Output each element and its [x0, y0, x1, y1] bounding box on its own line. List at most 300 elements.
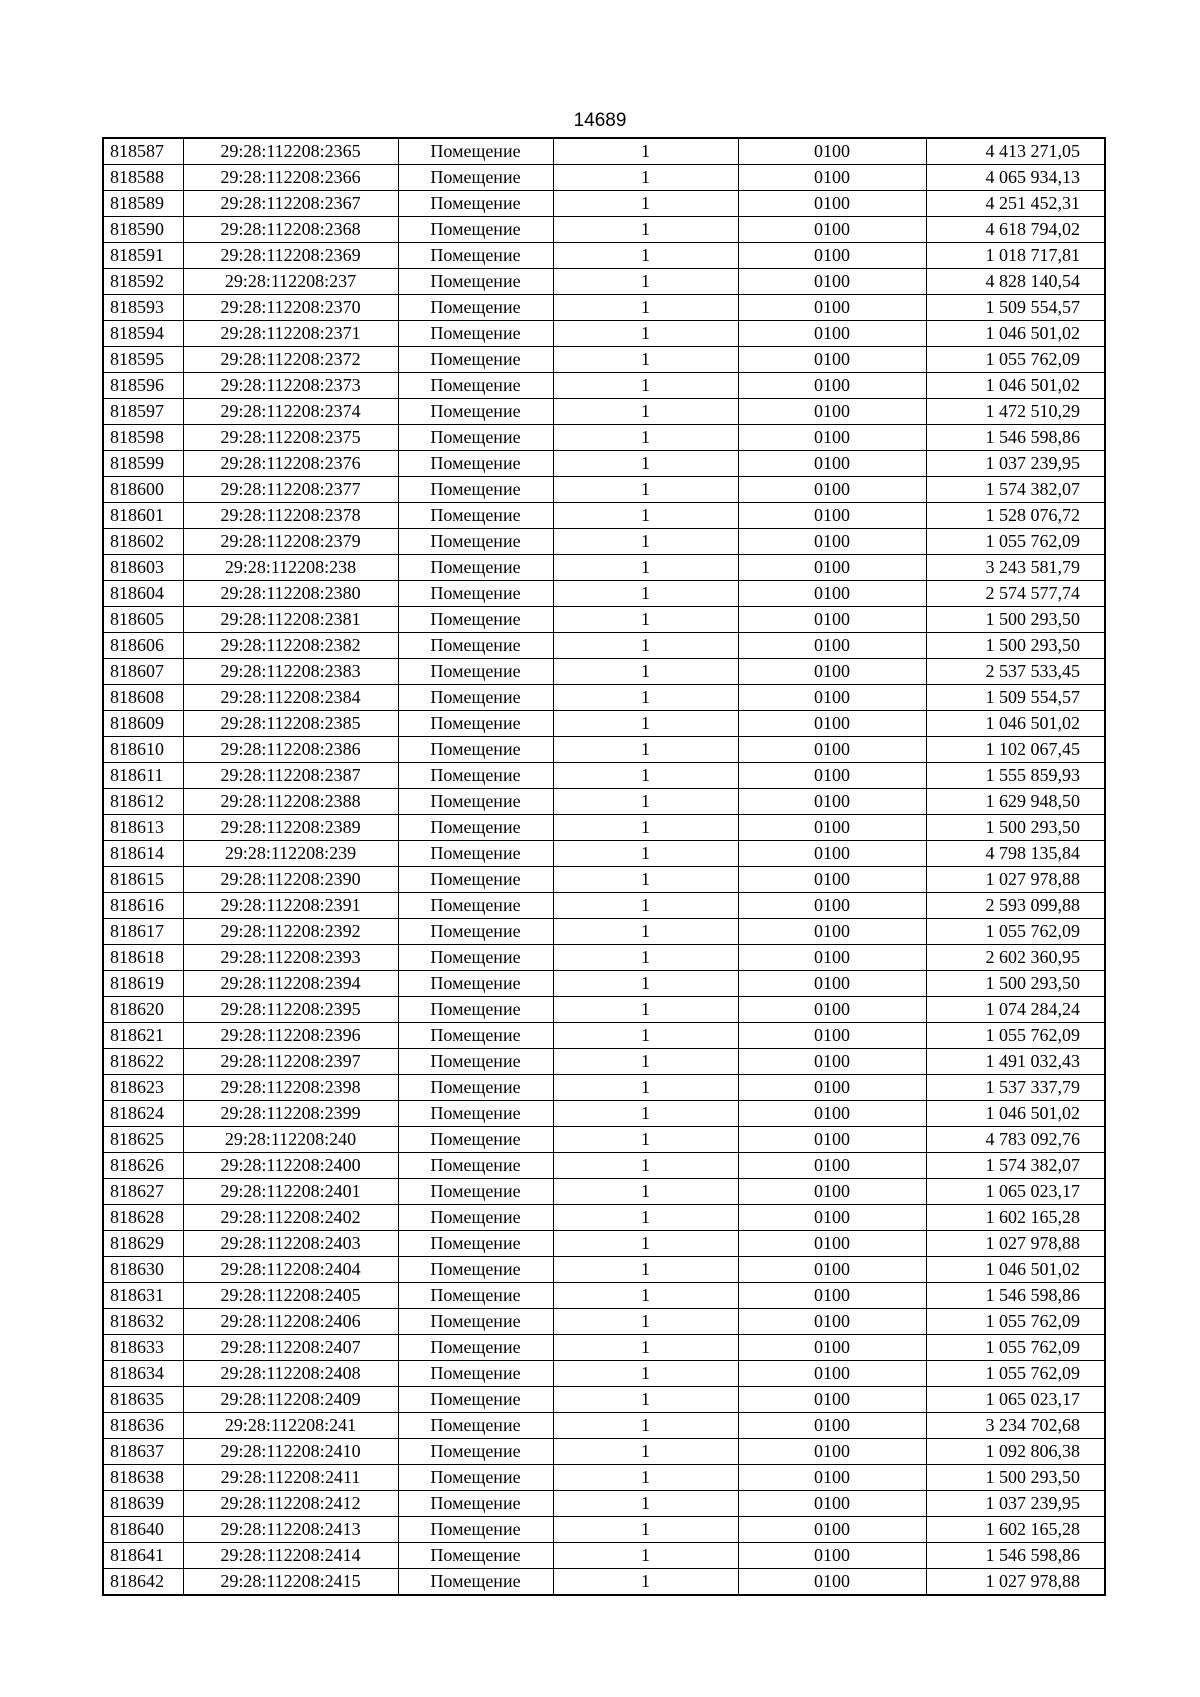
- cell-count: 1: [553, 243, 738, 269]
- cell-cadastral-number: 29:28:112208:2379: [183, 529, 398, 555]
- cell-record-id: 818587: [103, 138, 183, 165]
- cell-cadastral-value: 1 500 293,50: [926, 1465, 1105, 1491]
- cell-cadastral-number: 29:28:112208:2367: [183, 191, 398, 217]
- cell-cadastral-value: 1 528 076,72: [926, 503, 1105, 529]
- table-row: [103, 633, 1105, 659]
- cell-code: 0100: [738, 1153, 926, 1179]
- cell-cadastral-number: 29:28:112208:2402: [183, 1205, 398, 1231]
- cell-record-id: 818622: [103, 1049, 183, 1075]
- cell-code: 0100: [738, 737, 926, 763]
- cell-cadastral-number: 29:28:112208:2374: [183, 399, 398, 425]
- cell-object-type: Помещение: [398, 997, 553, 1023]
- cell-cadastral-number: 29:28:112208:2399: [183, 1101, 398, 1127]
- cell-count: 1: [553, 1049, 738, 1075]
- cell-cadastral-value: 1 546 598,86: [926, 425, 1105, 451]
- cell-count: 1: [553, 1309, 738, 1335]
- cell-count: 1: [553, 399, 738, 425]
- cell-record-id: 818625: [103, 1127, 183, 1153]
- cell-object-type: Помещение: [398, 867, 553, 893]
- cell-count: 1: [553, 893, 738, 919]
- table-row: [103, 607, 1105, 633]
- cell-cadastral-number: 29:28:112208:2380: [183, 581, 398, 607]
- table-row: [103, 217, 1105, 243]
- cell-cadastral-number: 29:28:112208:2366: [183, 165, 398, 191]
- cell-record-id: 818602: [103, 529, 183, 555]
- cell-count: 1: [553, 295, 738, 321]
- table-row: [103, 789, 1105, 815]
- cell-cadastral-number: 29:28:112208:2376: [183, 451, 398, 477]
- cell-cadastral-value: 1 500 293,50: [926, 971, 1105, 997]
- cell-count: 1: [553, 1569, 738, 1596]
- cell-record-id: 818611: [103, 763, 183, 789]
- cell-record-id: 818618: [103, 945, 183, 971]
- cell-object-type: Помещение: [398, 243, 553, 269]
- registry-table-body: [103, 138, 1105, 1595]
- cell-code: 0100: [738, 1491, 926, 1517]
- cell-cadastral-value: 1 602 165,28: [926, 1205, 1105, 1231]
- cell-cadastral-number: 29:28:112208:2394: [183, 971, 398, 997]
- cell-cadastral-value: 2 574 577,74: [926, 581, 1105, 607]
- cell-count: 1: [553, 1075, 738, 1101]
- cell-count: 1: [553, 1413, 738, 1439]
- cell-record-id: 818616: [103, 893, 183, 919]
- cell-code: 0100: [738, 1049, 926, 1075]
- cell-record-id: 818629: [103, 1231, 183, 1257]
- cell-object-type: Помещение: [398, 1205, 553, 1231]
- cell-code: 0100: [738, 685, 926, 711]
- cell-count: 1: [553, 555, 738, 581]
- cell-cadastral-value: 1 027 978,88: [926, 1231, 1105, 1257]
- cell-cadastral-value: 1 055 762,09: [926, 529, 1105, 555]
- cell-cadastral-value: 1 046 501,02: [926, 711, 1105, 737]
- cell-code: 0100: [738, 711, 926, 737]
- cell-cadastral-number: 29:28:112208:2393: [183, 945, 398, 971]
- cell-object-type: Помещение: [398, 1127, 553, 1153]
- table-row: [103, 1335, 1105, 1361]
- cell-cadastral-number: 29:28:112208:2398: [183, 1075, 398, 1101]
- cell-count: 1: [553, 1153, 738, 1179]
- cell-count: 1: [553, 1231, 738, 1257]
- cell-record-id: 818600: [103, 477, 183, 503]
- cell-code: 0100: [738, 1361, 926, 1387]
- cell-count: 1: [553, 841, 738, 867]
- cell-code: 0100: [738, 1257, 926, 1283]
- cell-cadastral-value: 1 027 978,88: [926, 867, 1105, 893]
- cell-object-type: Помещение: [398, 425, 553, 451]
- table-row: [103, 971, 1105, 997]
- cell-cadastral-number: 29:28:112208:239: [183, 841, 398, 867]
- cell-code: 0100: [738, 1517, 926, 1543]
- cell-code: 0100: [738, 815, 926, 841]
- table-row: [103, 1283, 1105, 1309]
- table-row: [103, 321, 1105, 347]
- table-row: [103, 1049, 1105, 1075]
- cell-object-type: Помещение: [398, 321, 553, 347]
- cell-cadastral-number: 29:28:112208:2415: [183, 1569, 398, 1596]
- table-row: [103, 685, 1105, 711]
- cell-cadastral-value: 1 500 293,50: [926, 815, 1105, 841]
- page-number: 14689: [573, 110, 627, 131]
- cell-code: 0100: [738, 321, 926, 347]
- cell-cadastral-number: 29:28:112208:2386: [183, 737, 398, 763]
- cell-object-type: Помещение: [398, 399, 553, 425]
- cell-count: 1: [553, 373, 738, 399]
- cell-code: 0100: [738, 1101, 926, 1127]
- table-row: [103, 243, 1105, 269]
- cell-object-type: Помещение: [398, 581, 553, 607]
- cell-cadastral-value: 2 537 533,45: [926, 659, 1105, 685]
- table-row: [103, 945, 1105, 971]
- table-row: [103, 919, 1105, 945]
- cell-cadastral-value: 4 828 140,54: [926, 269, 1105, 295]
- cell-object-type: Помещение: [398, 607, 553, 633]
- table-row: [103, 659, 1105, 685]
- cell-record-id: 818636: [103, 1413, 183, 1439]
- cell-cadastral-number: 29:28:112208:2381: [183, 607, 398, 633]
- cell-cadastral-number: 29:28:112208:240: [183, 1127, 398, 1153]
- cell-record-id: 818612: [103, 789, 183, 815]
- cell-cadastral-number: 29:28:112208:2377: [183, 477, 398, 503]
- table-row: [103, 711, 1105, 737]
- cell-cadastral-number: 29:28:112208:2385: [183, 711, 398, 737]
- cell-record-id: 818604: [103, 581, 183, 607]
- cell-count: 1: [553, 1465, 738, 1491]
- cell-code: 0100: [738, 138, 926, 165]
- table-row: [103, 1127, 1105, 1153]
- cell-code: 0100: [738, 295, 926, 321]
- cell-record-id: 818638: [103, 1465, 183, 1491]
- cell-object-type: Помещение: [398, 1439, 553, 1465]
- table-row: [103, 138, 1105, 165]
- cell-count: 1: [553, 1439, 738, 1465]
- cell-cadastral-number: 29:28:112208:2409: [183, 1387, 398, 1413]
- cell-cadastral-number: 29:28:112208:2373: [183, 373, 398, 399]
- cell-record-id: 818592: [103, 269, 183, 295]
- cell-count: 1: [553, 685, 738, 711]
- table-row: [103, 399, 1105, 425]
- cell-record-id: 818635: [103, 1387, 183, 1413]
- cell-code: 0100: [738, 555, 926, 581]
- cell-code: 0100: [738, 867, 926, 893]
- cell-code: 0100: [738, 477, 926, 503]
- cell-object-type: Помещение: [398, 919, 553, 945]
- cell-record-id: 818588: [103, 165, 183, 191]
- cell-code: 0100: [738, 1283, 926, 1309]
- cell-record-id: 818614: [103, 841, 183, 867]
- table-row: [103, 1309, 1105, 1335]
- cell-record-id: 818641: [103, 1543, 183, 1569]
- cell-cadastral-value: 1 055 762,09: [926, 1023, 1105, 1049]
- cell-object-type: Помещение: [398, 347, 553, 373]
- table-row: [103, 1179, 1105, 1205]
- table-row: [103, 477, 1105, 503]
- cell-record-id: 818642: [103, 1569, 183, 1596]
- cell-record-id: 818633: [103, 1335, 183, 1361]
- cell-cadastral-number: 29:28:112208:241: [183, 1413, 398, 1439]
- cell-cadastral-value: 1 546 598,86: [926, 1543, 1105, 1569]
- table-row: [103, 373, 1105, 399]
- cell-cadastral-value: 1 629 948,50: [926, 789, 1105, 815]
- cell-record-id: 818598: [103, 425, 183, 451]
- cell-count: 1: [553, 867, 738, 893]
- cell-object-type: Помещение: [398, 1049, 553, 1075]
- cell-cadastral-number: 29:28:112208:2397: [183, 1049, 398, 1075]
- cell-record-id: 818620: [103, 997, 183, 1023]
- cell-object-type: Помещение: [398, 1361, 553, 1387]
- cell-code: 0100: [738, 1023, 926, 1049]
- cell-count: 1: [553, 1283, 738, 1309]
- cell-object-type: Помещение: [398, 217, 553, 243]
- cell-object-type: Помещение: [398, 971, 553, 997]
- cell-cadastral-number: 29:28:112208:2411: [183, 1465, 398, 1491]
- cell-count: 1: [553, 1127, 738, 1153]
- table-row: [103, 763, 1105, 789]
- cell-record-id: 818589: [103, 191, 183, 217]
- cell-cadastral-number: 29:28:112208:2372: [183, 347, 398, 373]
- cell-record-id: 818627: [103, 1179, 183, 1205]
- cell-count: 1: [553, 997, 738, 1023]
- cell-count: 1: [553, 347, 738, 373]
- cell-cadastral-number: 29:28:112208:2412: [183, 1491, 398, 1517]
- cell-count: 1: [553, 451, 738, 477]
- cell-object-type: Помещение: [398, 138, 553, 165]
- cell-record-id: 818626: [103, 1153, 183, 1179]
- cell-cadastral-value: 1 537 337,79: [926, 1075, 1105, 1101]
- cell-code: 0100: [738, 451, 926, 477]
- cell-cadastral-value: 1 546 598,86: [926, 1283, 1105, 1309]
- cell-cadastral-number: 29:28:112208:2410: [183, 1439, 398, 1465]
- table-row: [103, 451, 1105, 477]
- cell-count: 1: [553, 529, 738, 555]
- cell-record-id: 818640: [103, 1517, 183, 1543]
- cell-cadastral-number: 29:28:112208:2404: [183, 1257, 398, 1283]
- cell-record-id: 818594: [103, 321, 183, 347]
- cell-code: 0100: [738, 945, 926, 971]
- table-row: [103, 997, 1105, 1023]
- cell-count: 1: [553, 165, 738, 191]
- cell-record-id: 818608: [103, 685, 183, 711]
- cell-count: 1: [553, 737, 738, 763]
- cell-record-id: 818596: [103, 373, 183, 399]
- cell-cadastral-number: 29:28:112208:2414: [183, 1543, 398, 1569]
- cell-object-type: Помещение: [398, 633, 553, 659]
- cell-object-type: Помещение: [398, 1153, 553, 1179]
- cell-cadastral-value: 1 046 501,02: [926, 1257, 1105, 1283]
- cell-count: 1: [553, 763, 738, 789]
- cell-object-type: Помещение: [398, 165, 553, 191]
- cell-cadastral-number: 29:28:112208:2396: [183, 1023, 398, 1049]
- cell-code: 0100: [738, 919, 926, 945]
- cell-object-type: Помещение: [398, 815, 553, 841]
- cell-record-id: 818601: [103, 503, 183, 529]
- cell-cadastral-value: 4 798 135,84: [926, 841, 1105, 867]
- cell-record-id: 818591: [103, 243, 183, 269]
- cell-count: 1: [553, 269, 738, 295]
- cell-code: 0100: [738, 503, 926, 529]
- cell-cadastral-value: 4 783 092,76: [926, 1127, 1105, 1153]
- cell-cadastral-value: 1 574 382,07: [926, 1153, 1105, 1179]
- table-row: [103, 1543, 1105, 1569]
- cell-object-type: Помещение: [398, 685, 553, 711]
- table-row: [103, 1413, 1105, 1439]
- cell-cadastral-value: 4 618 794,02: [926, 217, 1105, 243]
- table-row: [103, 555, 1105, 581]
- cell-code: 0100: [738, 1309, 926, 1335]
- cell-record-id: 818628: [103, 1205, 183, 1231]
- cell-count: 1: [553, 1205, 738, 1231]
- cell-code: 0100: [738, 269, 926, 295]
- cell-code: 0100: [738, 529, 926, 555]
- cell-object-type: Помещение: [398, 763, 553, 789]
- cell-code: 0100: [738, 607, 926, 633]
- cell-code: 0100: [738, 659, 926, 685]
- cell-record-id: 818632: [103, 1309, 183, 1335]
- cell-code: 0100: [738, 1439, 926, 1465]
- cell-record-id: 818590: [103, 217, 183, 243]
- cell-code: 0100: [738, 1543, 926, 1569]
- cell-object-type: Помещение: [398, 269, 553, 295]
- cell-code: 0100: [738, 191, 926, 217]
- cell-object-type: Помещение: [398, 1413, 553, 1439]
- cell-cadastral-value: 1 055 762,09: [926, 1335, 1105, 1361]
- cell-code: 0100: [738, 373, 926, 399]
- cell-record-id: 818623: [103, 1075, 183, 1101]
- table-row: [103, 1231, 1105, 1257]
- cell-record-id: 818617: [103, 919, 183, 945]
- cell-object-type: Помещение: [398, 711, 553, 737]
- cell-cadastral-value: 1 102 067,45: [926, 737, 1105, 763]
- cell-object-type: Помещение: [398, 1179, 553, 1205]
- cell-cadastral-number: 29:28:112208:2387: [183, 763, 398, 789]
- cell-object-type: Помещение: [398, 841, 553, 867]
- cell-cadastral-value: 1 602 165,28: [926, 1517, 1105, 1543]
- cell-cadastral-value: 1 046 501,02: [926, 321, 1105, 347]
- cell-object-type: Помещение: [398, 191, 553, 217]
- table-row: [103, 1023, 1105, 1049]
- cell-record-id: 818599: [103, 451, 183, 477]
- table-row: [103, 347, 1105, 373]
- cell-count: 1: [553, 425, 738, 451]
- cell-record-id: 818630: [103, 1257, 183, 1283]
- cell-cadastral-number: 29:28:112208:2371: [183, 321, 398, 347]
- table-row: [103, 1387, 1105, 1413]
- cell-cadastral-number: 29:28:112208:2405: [183, 1283, 398, 1309]
- cell-object-type: Помещение: [398, 1543, 553, 1569]
- cell-cadastral-value: 4 065 934,13: [926, 165, 1105, 191]
- cell-count: 1: [553, 1023, 738, 1049]
- cell-code: 0100: [738, 165, 926, 191]
- cell-object-type: Помещение: [398, 893, 553, 919]
- cell-record-id: 818624: [103, 1101, 183, 1127]
- cell-count: 1: [553, 1101, 738, 1127]
- cell-cadastral-value: 1 500 293,50: [926, 607, 1105, 633]
- cell-count: 1: [553, 1387, 738, 1413]
- table-row: [103, 295, 1105, 321]
- cell-code: 0100: [738, 1413, 926, 1439]
- cell-record-id: 818595: [103, 347, 183, 373]
- cell-record-id: 818609: [103, 711, 183, 737]
- cell-cadastral-value: 3 234 702,68: [926, 1413, 1105, 1439]
- cell-cadastral-number: 29:28:112208:2365: [183, 138, 398, 165]
- cell-cadastral-number: 29:28:112208:2391: [183, 893, 398, 919]
- cell-code: 0100: [738, 243, 926, 269]
- cell-object-type: Помещение: [398, 1335, 553, 1361]
- cell-object-type: Помещение: [398, 373, 553, 399]
- cell-object-type: Помещение: [398, 451, 553, 477]
- cell-code: 0100: [738, 633, 926, 659]
- cell-cadastral-number: 29:28:112208:238: [183, 555, 398, 581]
- cell-cadastral-number: 29:28:112208:2383: [183, 659, 398, 685]
- cell-cadastral-number: 29:28:112208:2368: [183, 217, 398, 243]
- cell-code: 0100: [738, 425, 926, 451]
- table-row: [103, 1491, 1105, 1517]
- cell-count: 1: [553, 477, 738, 503]
- cell-cadastral-number: 29:28:112208:2392: [183, 919, 398, 945]
- cell-object-type: Помещение: [398, 945, 553, 971]
- cell-object-type: Помещение: [398, 1517, 553, 1543]
- table-row: [103, 269, 1105, 295]
- cell-code: 0100: [738, 1179, 926, 1205]
- cell-code: 0100: [738, 217, 926, 243]
- cell-record-id: 818639: [103, 1491, 183, 1517]
- cell-object-type: Помещение: [398, 1465, 553, 1491]
- cell-count: 1: [553, 1361, 738, 1387]
- cell-cadastral-number: 29:28:112208:2400: [183, 1153, 398, 1179]
- cell-record-id: 818621: [103, 1023, 183, 1049]
- cell-cadastral-number: 29:28:112208:2390: [183, 867, 398, 893]
- table-row: [103, 1569, 1105, 1596]
- table-row: [103, 815, 1105, 841]
- cell-object-type: Помещение: [398, 1075, 553, 1101]
- cell-count: 1: [553, 191, 738, 217]
- cell-code: 0100: [738, 1205, 926, 1231]
- table-row: [103, 1257, 1105, 1283]
- table-row: [103, 581, 1105, 607]
- cell-cadastral-number: 29:28:112208:2378: [183, 503, 398, 529]
- cell-count: 1: [553, 1335, 738, 1361]
- cell-cadastral-number: 29:28:112208:2382: [183, 633, 398, 659]
- cell-code: 0100: [738, 1387, 926, 1413]
- cell-object-type: Помещение: [398, 1491, 553, 1517]
- cell-cadastral-number: 29:28:112208:2401: [183, 1179, 398, 1205]
- table-row: [103, 1075, 1105, 1101]
- cell-object-type: Помещение: [398, 737, 553, 763]
- cell-code: 0100: [738, 347, 926, 373]
- cell-cadastral-value: 1 046 501,02: [926, 1101, 1105, 1127]
- cell-count: 1: [553, 711, 738, 737]
- cell-cadastral-value: 1 037 239,95: [926, 451, 1105, 477]
- table-row: [103, 165, 1105, 191]
- cell-cadastral-number: 29:28:112208:2384: [183, 685, 398, 711]
- cell-cadastral-value: 4 251 452,31: [926, 191, 1105, 217]
- cell-count: 1: [553, 789, 738, 815]
- cell-object-type: Помещение: [398, 295, 553, 321]
- cell-code: 0100: [738, 763, 926, 789]
- cell-cadastral-number: 29:28:112208:2403: [183, 1231, 398, 1257]
- cell-count: 1: [553, 1257, 738, 1283]
- cell-count: 1: [553, 138, 738, 165]
- cell-cadastral-value: 1 027 978,88: [926, 1569, 1105, 1596]
- cell-code: 0100: [738, 1465, 926, 1491]
- cell-cadastral-value: 1 065 023,17: [926, 1387, 1105, 1413]
- cell-code: 0100: [738, 1127, 926, 1153]
- cell-cadastral-number: 29:28:112208:2375: [183, 425, 398, 451]
- cell-cadastral-value: 1 472 510,29: [926, 399, 1105, 425]
- cell-code: 0100: [738, 893, 926, 919]
- cell-count: 1: [553, 607, 738, 633]
- cell-code: 0100: [738, 789, 926, 815]
- table-row: [103, 529, 1105, 555]
